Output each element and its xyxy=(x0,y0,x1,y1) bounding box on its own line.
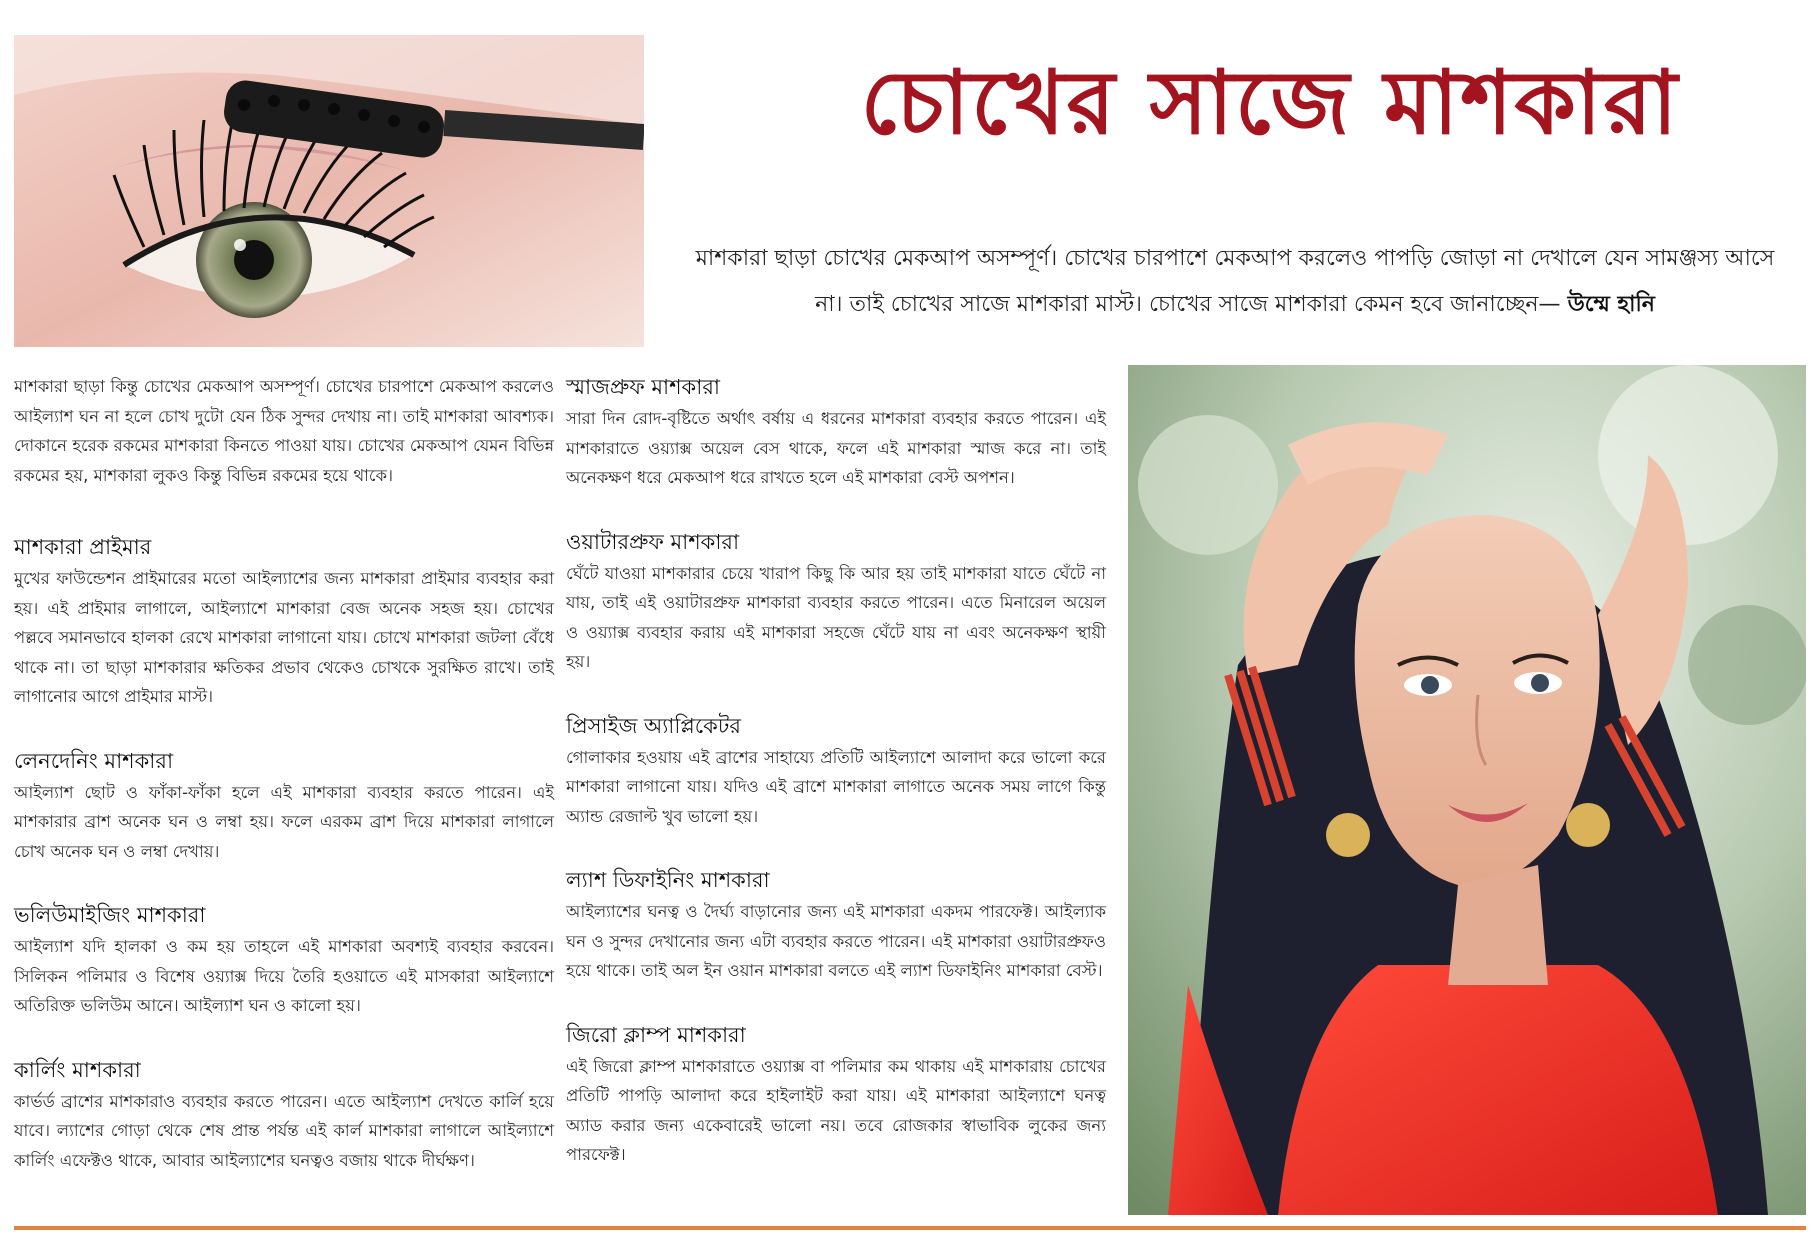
section-body: গোলাকার হওয়ায় এই ব্রাশের সাহায্যে প্রতিটি আইল্যাশে আলাদা করে ভালো করে মাশকারা লাগানো যায়। যদিও এই ব্রাশে মাশকারা লাগাতে অনেক সময় লাগে কিন্তু অ্যান্ড রেজাল্ট খুব ভালো হয়। xyxy=(566,747,1106,826)
section-heading: ভলিউমাইজিং মাশকারা xyxy=(14,903,206,927)
section-body: আইল্যাশ ছোট ও ফাঁকা-ফাঁকা হলে এই মাশকারা ব্যবহার করতে পারেন। এই মাশকারার ব্রাশ অনেক ঘন ও লম্বা হয়। ফলে এরকম ব্রাশ দিয়ে মাশকারা লাগালে চোখ অনেক ঘন ও লম্বা দেখায়। xyxy=(14,782,554,861)
middle-column xyxy=(566,372,1106,1204)
section-zero-clump xyxy=(566,1020,1106,1170)
section-volumizing xyxy=(14,900,554,1021)
section-primer xyxy=(14,532,554,712)
section-heading: জিরো ক্লাম্প মাশকারা xyxy=(566,1022,746,1047)
author-name: উম্মে হানি xyxy=(1567,292,1655,317)
section-heading: ওয়াটারপ্রুফ মাশকারা xyxy=(566,529,740,554)
section-heading: মাশকারা প্রাইমার xyxy=(14,535,152,559)
section-body: মুখের ফাউন্ডেশন প্রাইমারের মতো আইল্যাশের জন্য মাশকারা প্রাইমার ব্যবহার করা হয়। এই প্রাইমার লাগালে, আইল্যাশে মাশকারা বেজ অনেক সহজ হয়। চোখের পল্লবে সমানভাবে হালকা রেখে মাশকারা লাগানো যায়। চোখে মাশকারা জটলা বেঁধে থাকে না। তা ছাড়া মাশকারার ক্ষতিকর প্রভাব থেকেও চোখকে সুরক্ষিত রাখে। তাই লাগানোর আগে প্রাইমার মাস্ট। xyxy=(14,569,554,706)
article-title: চোখের সাজে মাশকারা xyxy=(860,50,1680,154)
section-heading: প্রিসাইজ অ্যাপ্লিকেটর xyxy=(566,713,741,738)
section-lash-defining xyxy=(566,865,1106,986)
section-heading: লেনদেনিং মাশকারা xyxy=(14,748,174,773)
section-body: এই জিরো ক্লাম্প মাশকারাতে ওয়্যাক্স বা পলিমার কম থাকায় এই মাশকারায় চোখের প্রতিটি পাপড়ি আলাদা করে হাইলাইট করা যায়। এই মাশকারা আইল্যাশে ঘনত্ব অ্যাড করার জন্য একেবারেই ভালো নয়। তবে রোজকার স্বাভাবিক লুকের জন্য পারফেক্ট। xyxy=(566,1056,1106,1164)
section-heading: স্মাজপ্রুফ মাশকারা xyxy=(566,375,720,399)
opening-section xyxy=(14,372,554,490)
section-lengthening xyxy=(14,746,554,867)
section-body: আইল্যাশ যদি হালকা ও কম হয় তাহলে এই মাশকারা অবশ্যই ব্যবহার করবেন। সিলিকন পলিমার ও বিশেষ ওয়্যাক্স দিয়ে তৈরি হওয়াতে এই মাসকারা আইল্যাশে অতিরিক্ত ভলিউম আনে। আইল্যাশ ঘন ও কালো হয়। xyxy=(14,937,554,1015)
section-curling xyxy=(14,1055,554,1176)
model-photo xyxy=(1128,365,1806,1215)
intro-text: মাশকারা ছাড়া চোখের মেকআপ অসম্পূর্ণ। চোখের চারপাশে মেকআপ করলেও পাপড়ি জোড়া না দেখালে যেন সামঞ্জস্য আসে না। তাই চোখের সাজে মাশকারা মাস্ট। চোখের সাজে মাশকারা কেমন হবে জানাচ্ছেন— xyxy=(695,246,1775,317)
mascara-eye-photo xyxy=(14,35,644,347)
left-column xyxy=(14,372,554,1209)
section-body: সারা দিন রোদ-বৃষ্টিতে অর্থাৎ বর্ষায় এ ধরনের মাশকারা ব্যবহার করতে পারেন। এই মাশকারাতে ওয়্যাক্স অয়েল বেস থাকে, ফলে এই মাশকারা স্মাজ করে না। তাই অনেকক্ষণ ধরে মেকআপ ধরে রাখতে হলে এই মাশকারা বেস্ট অপশন। xyxy=(566,409,1106,487)
section-body: কার্ভর্ড ব্রাশের মাশকারাও ব্যবহার করতে পারেন। এতে আইল্যাশ দেখতে কার্লি হয়ে যাবে। ল্যাশের গোড়া থেকে শেষ প্রান্ত পর্যন্ত এই কার্ল মাশকারা লাগালে আইল্যাশে কার্লিং এফেক্টও থাকে, আবার আইল্যাশের ঘনত্বও বজায় থাকে দীর্ঘক্ষণ। xyxy=(14,1091,554,1170)
section-body: আইল্যাশের ঘনত্ব ও দৈর্ঘ্য বাড়ানোর জন্য এই মাশকারা একদম পারফেক্ট। আইল্যাক ঘন ও সুন্দর দেখানোর জন্য এটা ব্যবহার করতে পারেন। এই মাশকারা ওয়াটারপ্রুফও হয়ে থাকে। তাই অল ইন ওয়ান মাশকারা বলতে এই ল্যাশ ডিফাইনিং মাশকারা বেস্ট। xyxy=(566,902,1106,980)
section-body: ঘেঁটে যাওয়া মাশকারার চেয়ে খারাপ কিছু কি আর হয় তাই মাশকারা যাতে ঘেঁটে না যায়, তাই এই ওয়াটারপ্রুফ মাশকারা ব্যবহার করতে পারেন। এতে মিনারেল অয়েল ও ওয়্যাক্স ব্যবহার করায় এই মাশকারা সহজে ঘেঁটে যায় না এবং অনেকক্ষণ স্থায়ী হয়। xyxy=(566,563,1106,671)
section-precise-applicator xyxy=(566,711,1106,832)
section-heading: কার্লিং মাশকারা xyxy=(14,1057,141,1082)
opening-paragraph: মাশকারা ছাড়া কিন্তু চোখের মেকআপ অসম্পূর্ণ। চোখের চারপাশে মেকআপ করলেও আইল্যাশ ঘন না হলে চোখ দুটো যেন ঠিক সুন্দর দেখায় না। তাই মাশকারা আবশ্যক। দোকানে হরেক রকমের মাশকারা কিনতে পাওয়া যায়। চোখের মেকআপ যেমন বিভিন্ন রকমের হয়, মাশকারা লুকও কিন্তু বিভিন্ন রকমের হয়ে থাকে। xyxy=(14,377,554,485)
section-waterproof xyxy=(566,527,1106,677)
article-intro xyxy=(680,236,1790,328)
section-heading: ল্যাশ ডিফাইনিং মাশকারা xyxy=(566,868,770,892)
bottom-divider xyxy=(14,1226,1806,1230)
section-smudgeproof xyxy=(566,372,1106,493)
